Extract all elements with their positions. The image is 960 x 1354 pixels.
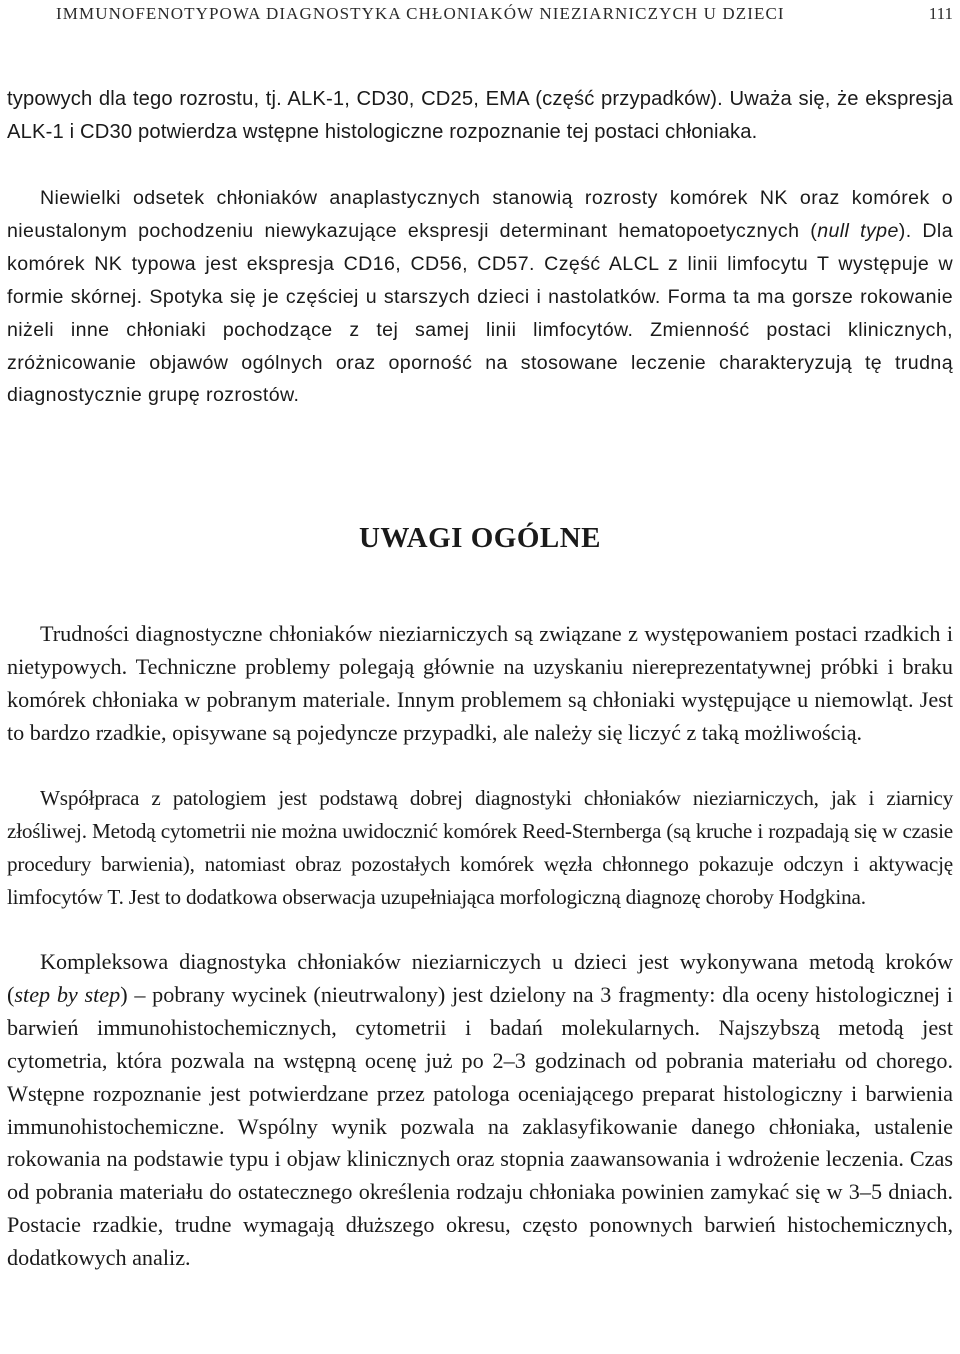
section-paragraph-2: Współpraca z patologiem jest podstawą dobrej diagnostyki chłoniaków nieziarniczych, jak i ziarnicy złośliwej. Metodą cytometrii nie można uwidocznić komórek Reed-Sternberga (są kruche i rozpadają się w czasie procedury barwienia), natomiast obraz pozostałych komórek węzła chłonnego pokazuje odczyn i aktywację limfocytów T. Jest to dodatkowa obserwacja uzupełniająca morfologiczną diagnozę choroby Hodgkina. xyxy=(7,786,953,909)
intro-paragraph-2-text-a: Niewielki odsetek chłoniaków anaplastycznych stanowią rozrosty komórek NK oraz komórek o nieustalonym pochodzeniu niewykazujące ekspresji determinant hematopoetycznych ( xyxy=(7,187,953,242)
page-number: 111 xyxy=(928,4,953,23)
document-page xyxy=(7,0,953,1354)
section-paragraph-3-text-a: Kompleksowa diagnostyka chłoniaków nieziarniczych u dzieci jest wykonywana metodą kroków ( xyxy=(7,949,953,1007)
null-type-term: null type xyxy=(817,219,899,242)
intro-paragraph-2-text-c: CD56, CD57. Część ALCL z linii limfocytu T występuje w formie skórnej. Spotyka się je częściej u starszych dzieci i nastolatków. Forma ta ma gorsze rokowanie niżeli inne chłoniaki pochodzące z tej samej linii limfocytów. Zmienność postaci klinicznych, zróżnicowanie objawów ogólnych oraz oporność na stosowane leczenie charakteryzują tę trudną diagnostycznie grupę rozrostów. xyxy=(7,252,953,407)
intro-paragraph-2 xyxy=(7,182,953,412)
step-by-step-term: step by step xyxy=(14,981,121,1007)
running-title: IMMUNOFENOTYPOWA DIAGNOSTYKA CHŁONIAKÓW NIEZIARNICZYCH U DZIECI xyxy=(56,4,785,23)
intro-paragraph-2-text-b: ). Dla komórek NK typowa jest ekspresja CD16, xyxy=(7,219,953,275)
running-header xyxy=(56,4,953,24)
section-paragraph-3-text-b: ) – pobrany wycinek (nieutrwalony) jest dzielony na 3 fragmenty: dla oceny histologicznej i barwień immunohistochemicznych, cytometrii i badań molekularnych. Najszybszą metodą jest cytometria, która pozwala na wstępną ocenę już po 2–3 godzinach od pobrania materiału od chorego. Wstępne rozpoznanie jest potwierdzane przez patologa oceniającego preparat histologiczny i barwienia immunohistochemiczne. Wspólny wynik pozwala na zaklasyfikowanie danego chłoniaka, ustalenie rokowania na podstawie typu i objaw klinicznych oraz stopnia zaawansowania i wdrożenie leczenia. Czas od pobrania materiału do ostatecznego określenia rodzaju chłoniaka powinien zamykać się w 3–5 dniach. Postacie rzadkie, trudne wymagają dłuższego okresu, często ponownych barwień histochemicznych, dodatkowych analiz. xyxy=(7,981,953,1271)
intro-paragraph-1: typowych dla tego rozrostu, tj. ALK-1, CD30, CD25, EMA (część przypadków). Uważa się, że ekspresja ALK-1 i CD30 potwierdza wstępne histologiczne rozpoznanie tej postaci chłoniaka. xyxy=(7,88,953,143)
section-heading: UWAGI OGÓLNE xyxy=(358,522,602,554)
section-paragraph-3 xyxy=(7,946,953,1275)
section-paragraph-1: Trudności diagnostyczne chłoniaków nieziarniczych są związane z występowaniem postaci rzadkich i nietypowych. Techniczne problemy polegają głównie na uzyskaniu niereprezentatywnej próbki i braku komórek chłoniaka w pobranym materiale. Innym problemem są chłoniaki występujące u niemowląt. Jest to bardzo rzadkie, opisywane są pojedyncze przypadki, ale należy się liczyć z taką możliwością. xyxy=(7,621,953,745)
